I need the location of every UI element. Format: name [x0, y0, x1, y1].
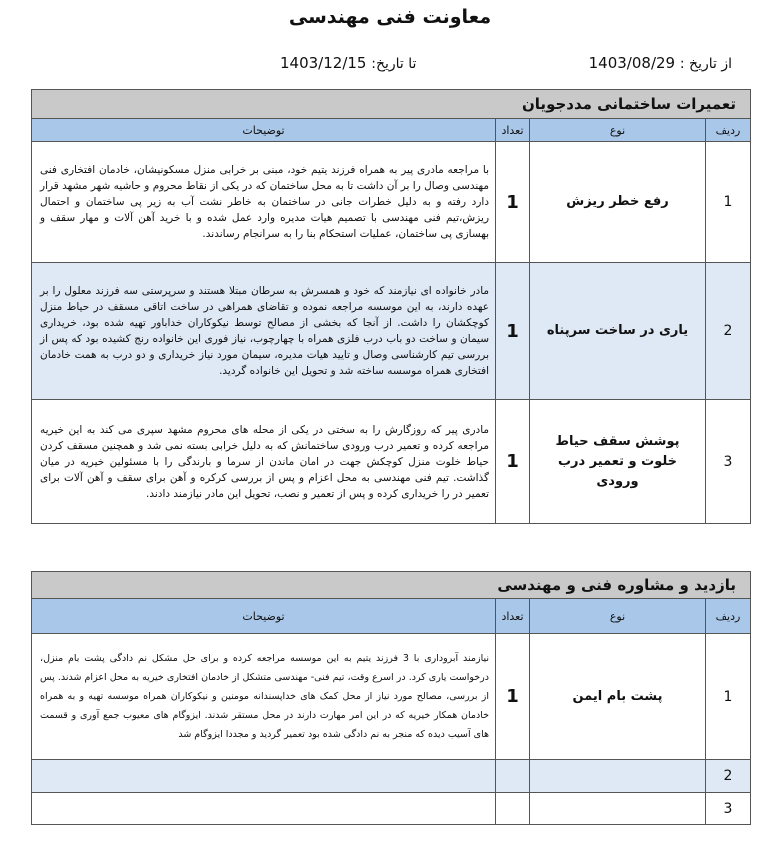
date-from-label: از تاریخ : — [679, 56, 732, 72]
column-header-type: نوع — [530, 119, 706, 142]
row-qty: 1 — [496, 400, 530, 524]
row-type: یاری در ساخت سرپناه — [530, 263, 706, 400]
column-header-index: ردیف — [706, 599, 751, 634]
row-index: 2 — [706, 760, 751, 793]
row-index: 3 — [706, 400, 751, 524]
date-from-value: 1403/08/29 — [588, 54, 676, 72]
date-to-value: 1403/12/15 — [280, 54, 367, 72]
row-description: مادر خانواده ای نیازمند که خود و همسرش به سرطان مبتلا هستند و سرپرستی سه فرزند معلول را بر عهده دارند، به این موسسه مراجعه نموده و تقاضای همراهی در ساخت اتاقی مسقف در حیاط منزل کوچکشان را داشت. از آنجا که بخشی از مصالح توسط نیکوکاران خداباور تهیه شده بود، خریداری سیمان و ساخت دو باب درب فلزی همراه با چهارچوب، نیاز فوری این خانواده رنج کشیده بود که پس از بررسی تیم کارشناسی وصال و تایید هیات مدیره، سیمان مورد نیاز خریداری و دو درب به همت خادمان افتخاری همراه موسسه ساخته شد و تحویل این خانواده گردید. — [32, 263, 496, 400]
column-header-type: نوع — [530, 599, 706, 634]
row-index: 3 — [706, 793, 751, 825]
technical-consulting-table — [31, 571, 751, 825]
row-qty: 1 — [496, 634, 530, 760]
table-row — [32, 263, 751, 400]
column-header-desc: توضیحات — [32, 119, 496, 142]
row-description: نیازمند آبروداری با 3 فرزند یتیم به این موسسه مراجعه کرده و برای حل مشکل نم دادگی پشت بام منزل، درخواست یاری کرد. در اسرع وقت، تیم فنی- مهندسی متشکل از خادمان افتخاری خیریه به محل اعزام شدند. پس از بررسی، مصالح مورد نیاز از محل کمک های خداپسندانه مومنین و نیکوکاران همراه موسسه تهیه و به همراه خادمان همکار خیریه که در این امر مهارت دارند در محل مستقر شدند. ایزوگام های معیوب جمع آوری و قسمت های آسیب دیده که منجر به نم دادگی شده بود تعمیر گردید و مجددا ایزوگام شد — [32, 634, 496, 760]
row-type — [530, 760, 706, 793]
row-description — [32, 793, 496, 825]
row-type: پوشش سقف حیاط خلوت و تعمیر درب ورودی — [530, 400, 706, 524]
row-qty — [496, 793, 530, 825]
table-row — [32, 793, 751, 825]
row-index: 1 — [706, 142, 751, 263]
row-description: با مراجعه مادری پیر به همراه فرزند یتیم خود، مبنی بر خرابی منزل مسکونیشان، خادمان افتخاری فنی مهندسی وصال را بر آن داشت تا به محل ساختمان که در یکی از نقاط محروم و حاشیه شهر مشهد قرار دارد رفته و به دلیل خطرات جانی در ساختمان به خاطر نشت آب به زیر پی ساختمان و احتمال ریزش،تیم فنی مهندسی با تصمیم هیات مدیره وارد عمل شده و با خرید آهن آلات و مهار سقف و بهسازی پی ساختمان، عملیات استحکام بنا را به سرانجام رساندند. — [32, 142, 496, 263]
row-index: 1 — [706, 634, 751, 760]
page-title: معاونت فنی مهندسی — [288, 6, 492, 28]
row-description — [32, 760, 496, 793]
row-type — [530, 793, 706, 825]
column-header-qty: تعداد — [496, 119, 530, 142]
row-qty — [496, 760, 530, 793]
date-from — [589, 54, 732, 72]
table-row — [32, 142, 751, 263]
table-row — [32, 634, 751, 760]
column-header-desc: توضیحات — [32, 599, 496, 634]
building-repairs-table — [31, 89, 751, 524]
date-to — [280, 54, 416, 72]
date-to-label: تا تاریخ: — [371, 56, 417, 72]
row-type: پشت بام ایمن — [530, 634, 706, 760]
section-title: بازدید و مشاوره فنی و مهندسی — [32, 572, 751, 599]
table-row — [32, 760, 751, 793]
row-description: مادری پیر که روزگارش را به سختی در یکی از محله های محروم مشهد سپری می کند به این خیریه مراجعه کرده و تعمیر درب ورودی ساختمانش که به دلیل خرابی بسته نمی شد و همچنین مسقف کردن حیاط خلوت منزل کوچکش جهت در امان ماندن از سرما و بارندگی را با مسئولین خیریه در میان گذاشت. تیم فنی مهندسی به محل اعزام و پس از بررسی کرکره و آهن برای سقف و آهن آلات برای تعمیر در را خریداری کرده و پس از تعمیر و نصب، تحویل این مادر نیازمند دادند. — [32, 400, 496, 524]
table-row — [32, 400, 751, 524]
row-index: 2 — [706, 263, 751, 400]
row-qty: 1 — [496, 263, 530, 400]
row-type: رفع خطر ریزش — [530, 142, 706, 263]
column-header-index: ردیف — [706, 119, 751, 142]
section-title: تعمیرات ساختمانی مددجویان — [32, 90, 751, 119]
row-qty: 1 — [496, 142, 530, 263]
column-header-qty: تعداد — [496, 599, 530, 634]
